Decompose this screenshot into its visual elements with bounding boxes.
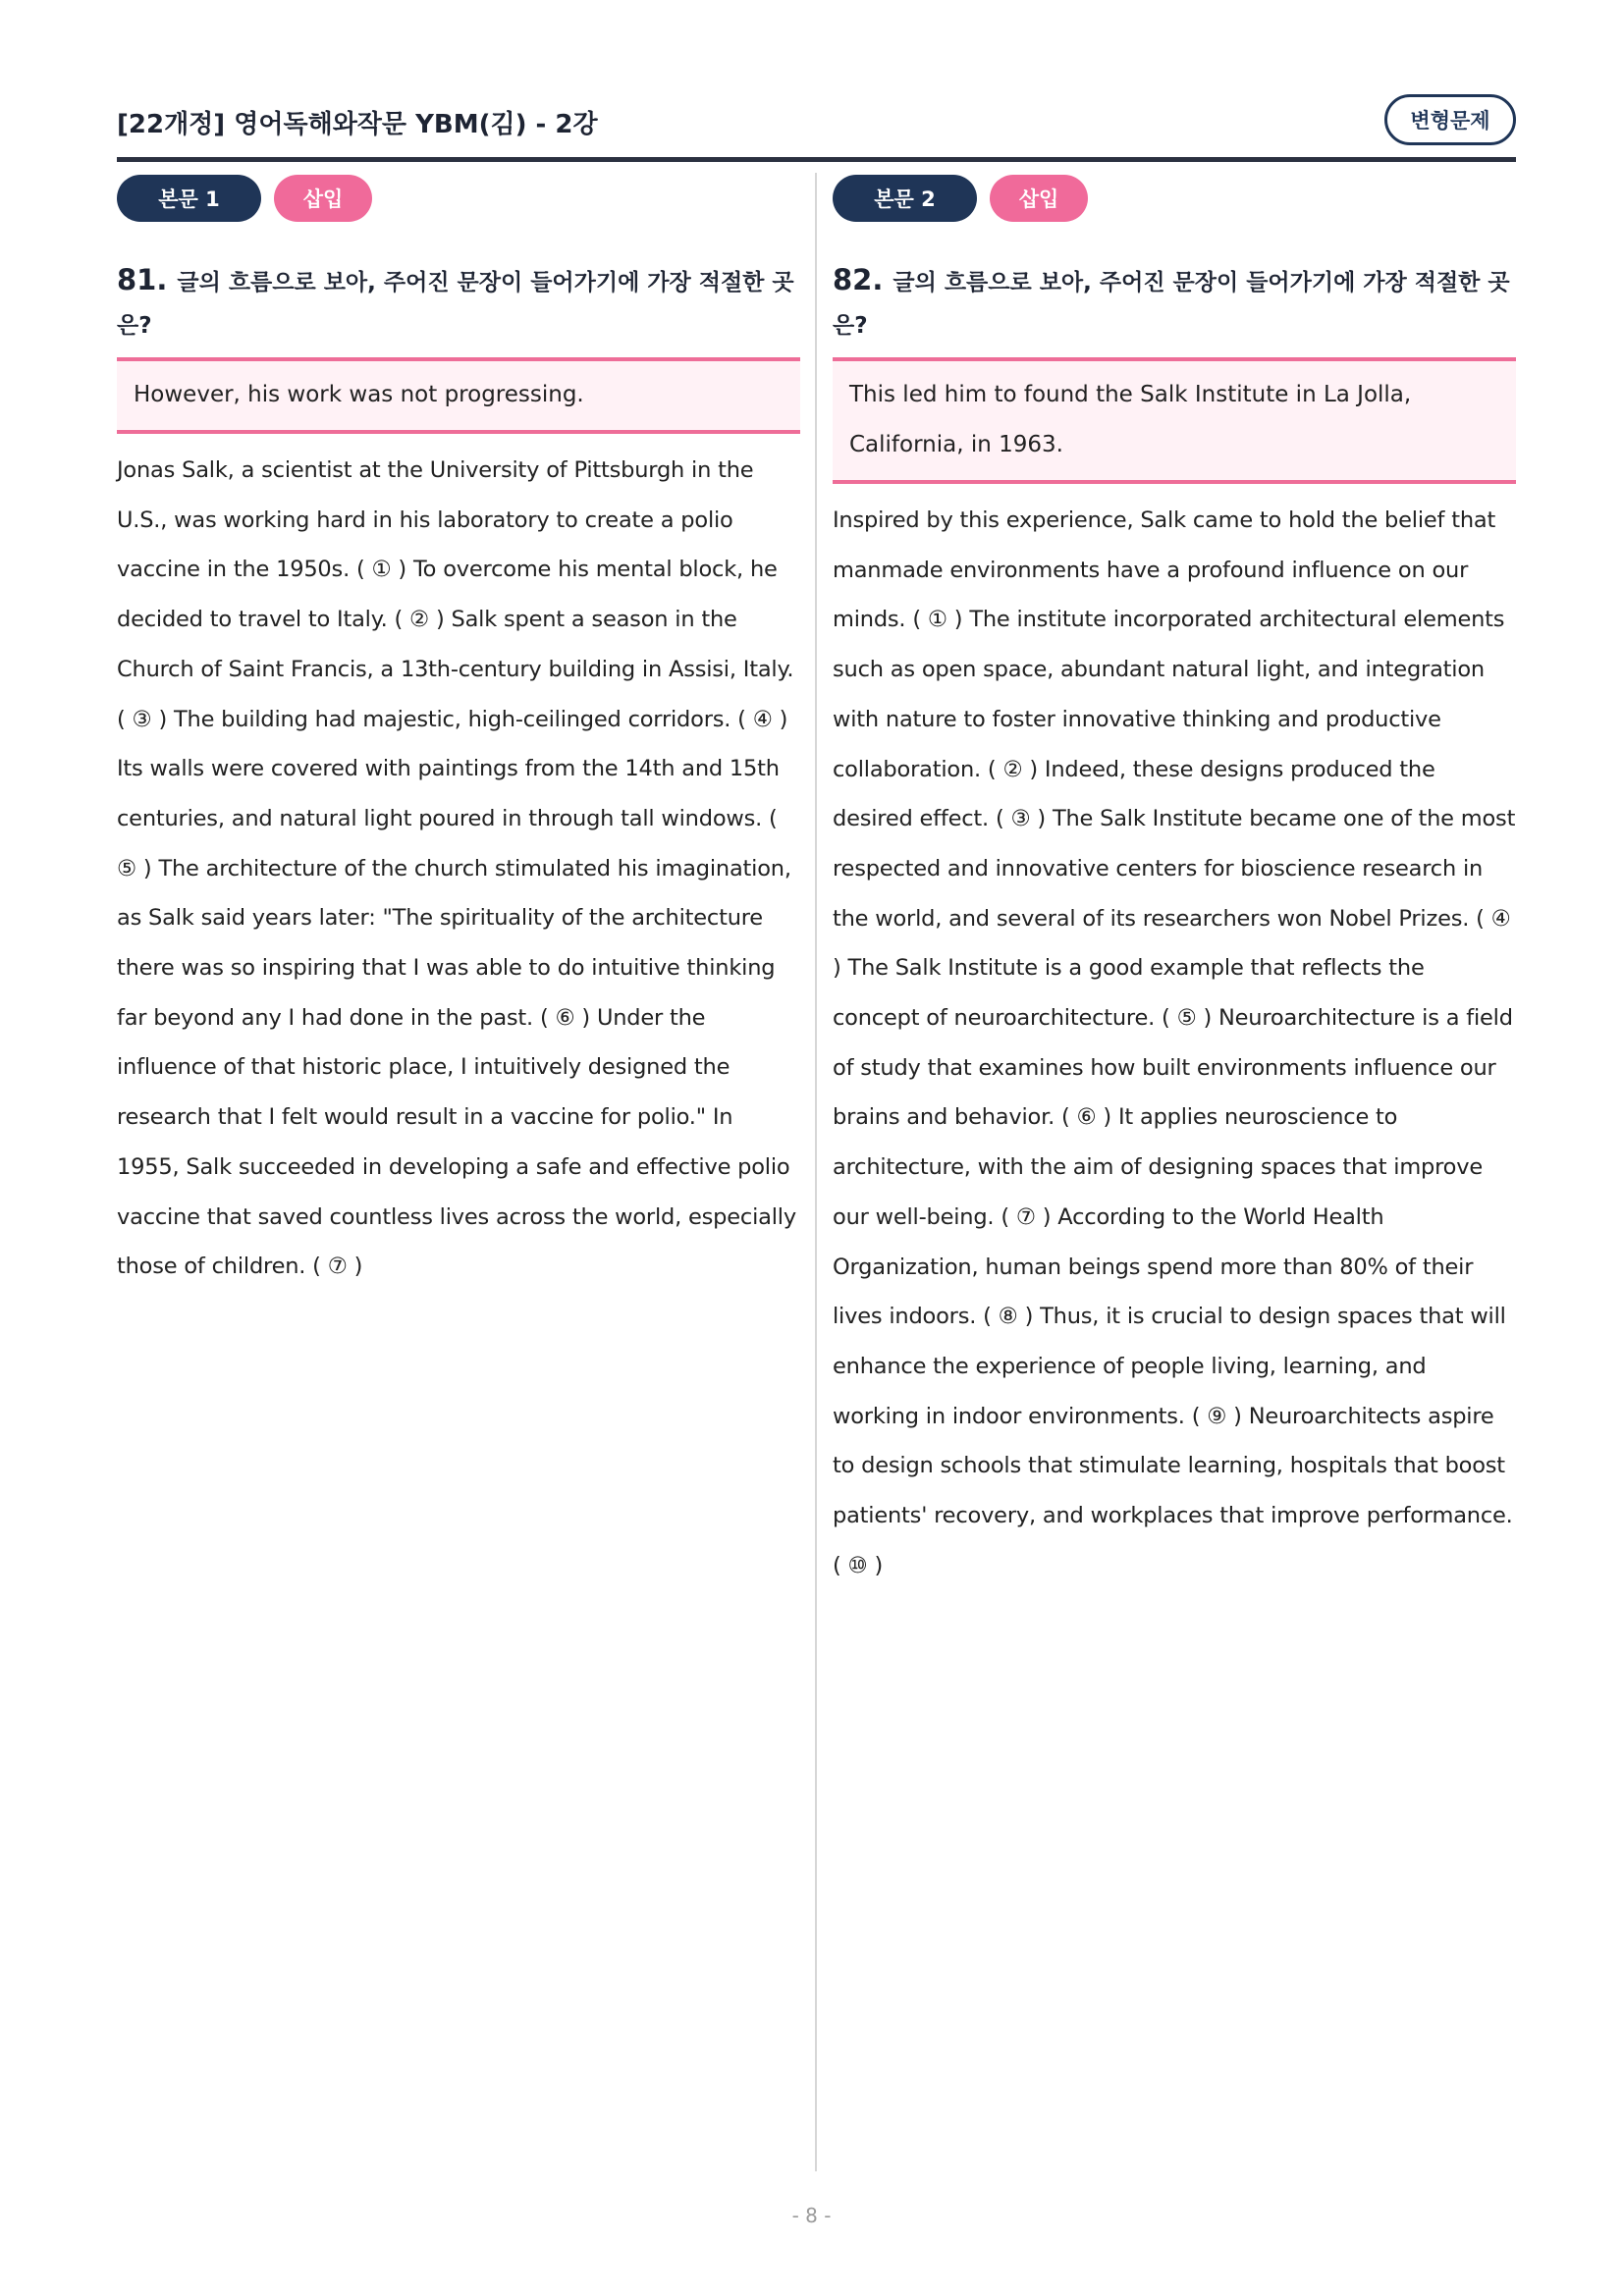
question-text: 글의 흐름으로 보아, 주어진 문장이 들어가기에 가장 적절한 곳은? <box>117 270 794 339</box>
page-number: - 8 - <box>791 2204 832 2227</box>
question-82-column <box>833 175 1516 1590</box>
variant-badge: 변형문제 <box>1384 94 1516 145</box>
type-tag: 삽입 <box>990 175 1088 222</box>
question-prompt <box>117 258 800 347</box>
question-number: 82. <box>833 263 884 296</box>
question-81-column <box>117 175 800 1292</box>
document-title: [22개정] 영어독해와작문 YBM(김) - 2강 <box>117 110 598 139</box>
passage-tag: 본문 1 <box>117 175 261 222</box>
passage-text: Jonas Salk, a scientist at the University of Pittsburgh in the U.S., was working hard in his laboratory to create a polio vaccine in the 1950s. ( ① ) To overcome his mental block, he decided to travel to Italy. ( ② ) Salk spent a season in the Church of Saint Francis, a 13th-century building in Assisi, Italy. ( ③ ) The building had majestic, high-ceilinged corridors. ( ④ ) Its walls were covered with paintings from the 14th and 15th centuries, and natural light poured in through tall windows. ( ⑤ ) The architecture of the church stimulated his imagination, as Salk said years later: "The spirituality of the architecture there was so inspiring that I was able to do intuitive thinking far beyond any I had done in the past. ( ⑥ ) Under the influence of that historic place, I intuitively designed the research that I felt would result in a vaccine for polio." In 1955, Salk succeeded in developing a safe and effective polio vaccine that saved countless lives across the world, especially those of children. ( ⑦ ) <box>117 457 796 1280</box>
column-divider <box>815 173 817 2171</box>
tag-row <box>117 175 800 222</box>
given-sentence: However, his work was not progressing. <box>134 382 584 407</box>
question-number: 81. <box>117 263 168 296</box>
given-sentence: This led him to found the Salk Institute in La Jolla, California, in 1963. <box>849 382 1412 457</box>
page-header <box>117 90 1516 162</box>
question-text: 글의 흐름으로 보아, 주어진 문장이 들어가기에 가장 적절한 곳은? <box>833 270 1510 339</box>
given-sentence-box <box>833 357 1516 484</box>
type-tag: 삽입 <box>274 175 372 222</box>
given-sentence-box <box>117 357 800 434</box>
passage-tag: 본문 2 <box>833 175 977 222</box>
question-prompt <box>833 258 1516 347</box>
passage-text: Inspired by this experience, Salk came to hold the belief that manmade environments have a profound influence on our minds. ( ① ) The institute incorporated architectural elements such as open space, abundant natural light, and integration with nature to foster innovative thinking and productive collaboration. ( ② ) Indeed, these designs produced the desired effect. ( ③ ) The Salk Institute became one of the most respected and innovative centers for bioscience research in the world, and several of its researchers won Nobel Prizes. ( ④ ) The Salk Institute is a good example that reflects the concept of neuroarchitecture. ( ⑤ ) Neuroarchitecture is a field of study that examines how built environments influence our brains and behavior. ( ⑥ ) It applies neuroscience to architecture, with the aim of designing spaces that improve our well-being. ( ⑦ ) According to the World Health Organization, human beings spend more than 80% of their lives indoors. ( ⑧ ) Thus, it is crucial to design spaces that will enhance the experience of people living, learning, and working in indoor environments. ( ⑨ ) Neuroarchitects aspire to design schools that stimulate learning, hospitals that boost patients' recovery, and workplaces that improve performance. ( ⑩ ) <box>833 507 1516 1578</box>
tag-row <box>833 175 1516 222</box>
